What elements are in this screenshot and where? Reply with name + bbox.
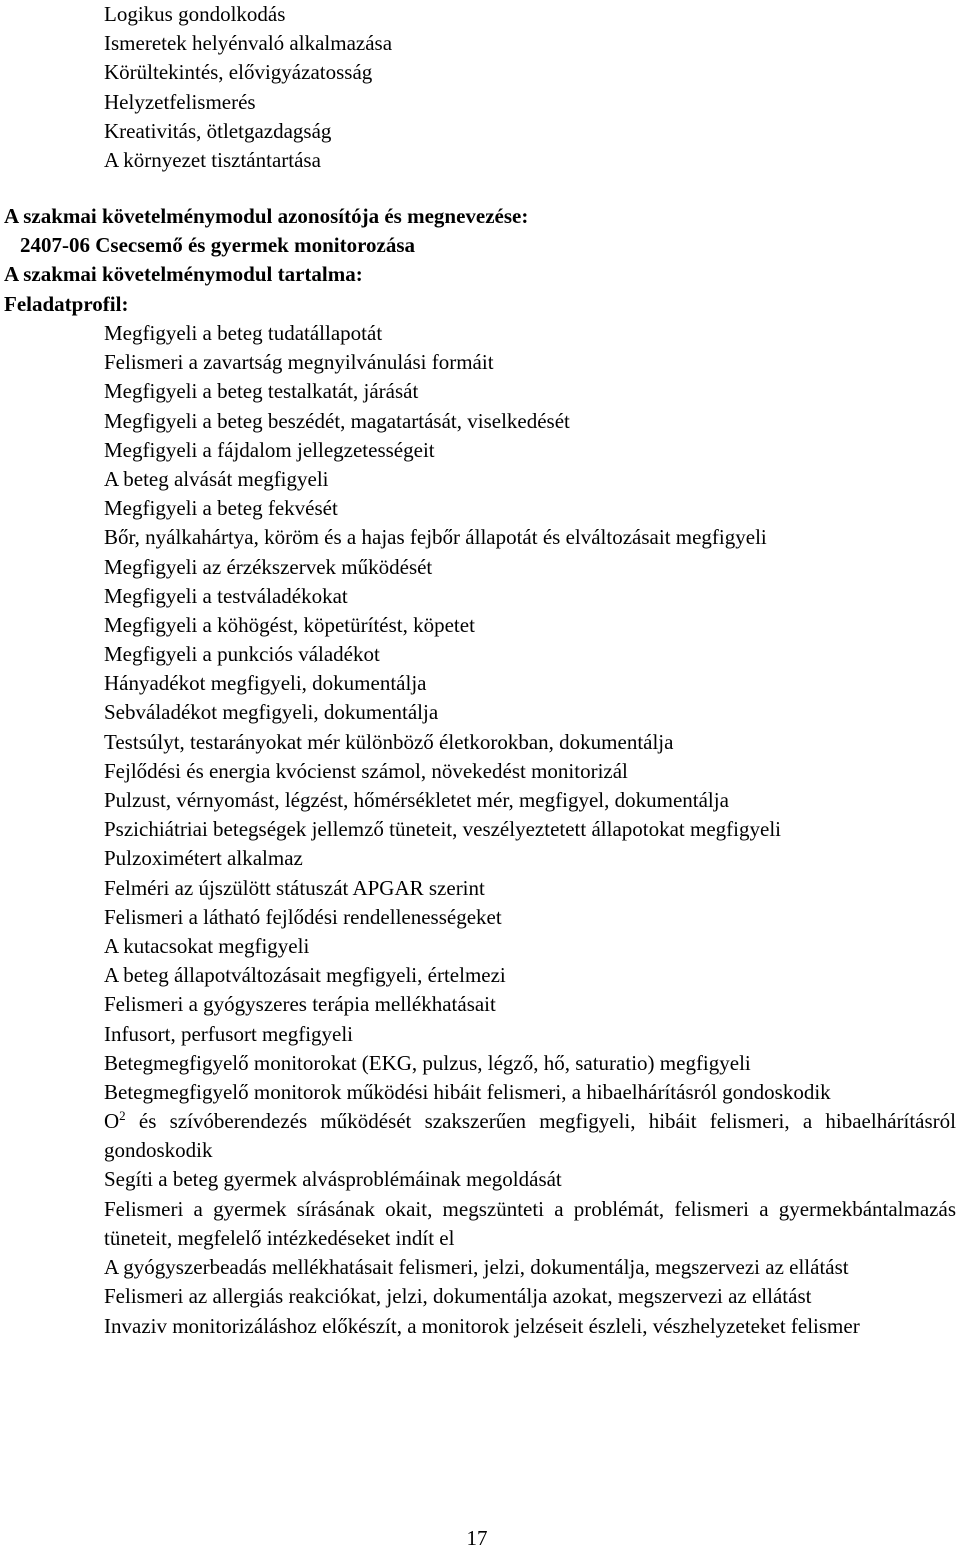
task-item: A beteg állapotváltozásait megfigyeli, értelmezi [104, 963, 506, 988]
list-item: Ismeretek helyénvaló alkalmazása [104, 31, 393, 56]
task-item: Megfigyeli a beteg tudatállapotát [104, 321, 383, 345]
list-item: Körültekintés, elővigyázatosság [104, 60, 373, 85]
task-item: Pulzoximétert alkalmaz [104, 846, 303, 871]
module-id-heading: A szakmai követelménymodul azonosítója és megnevezése: [4, 204, 529, 228]
task-item: Pszichiátriai betegségek jellemző tüneteit, veszélyeztetett állapotokat megfigyeli [104, 817, 781, 842]
task-item: Testsúlyt, testarányokat mér különböző életkorokban, dokumentálja [104, 729, 674, 754]
task-item: Felismeri a látható fejlődési rendellenességeket [104, 904, 502, 929]
task-item: Fejlődési és energia kvócienst számol, növekedést monitorizál [104, 758, 628, 783]
list-item: Logikus gondolkodás [104, 2, 286, 26]
list-item: Kreativitás, ötletgazdagság [104, 118, 332, 143]
profile-heading: Feladatprofil: [4, 291, 129, 316]
task-item: Betegmegfigyelő monitorok működési hibáit felismeri, a hibaelhárításról gondoskodik [104, 1079, 831, 1104]
list-item: Helyzetfelismerés [104, 89, 256, 114]
o2-rest: és szívóberendezés működését szakszerűen megfigyeli, hibáit felismeri, a hibaelhárításról gondoskodik [104, 1109, 956, 1163]
task-item: Megfigyeli a fájdalom jellegzetességeit [104, 437, 435, 462]
task-list [0, 319, 960, 1341]
task-item: A gyógyszerbeadás mellékhatásait felismeri, jelzi, dokumentálja, megszervezi az ellátást [104, 1255, 849, 1280]
module-content-heading: A szakmai követelménymodul tartalma: [4, 262, 363, 287]
task-item: Megfigyeli a köhögést, köpetürítést, köpetet [104, 612, 475, 637]
task-item: Pulzust, vérnyomást, légzést, hőmérsékletet mér, megfigyel, dokumentálja [104, 788, 729, 812]
task-item: Bőr, nyálkahártya, köröm és a hajas fejbőr állapotát és elváltozásait megfigyeli [104, 525, 767, 550]
task-item: Infusort, perfusort megfigyeli [104, 1021, 354, 1046]
task-item: Sebváladékot megfigyeli, dokumentálja [104, 700, 439, 725]
task-item: Megfigyeli a beteg fekvését [104, 496, 338, 521]
o2-superscript: 2 [119, 1108, 126, 1124]
module-header [4, 202, 954, 319]
task-item: Megfigyeli a beteg beszédét, magatartását, viselkedését [104, 408, 570, 433]
task-item: Felismeri az allergiás reakciókat, jelzi, dokumentálja azokat, megszervezi az ellátást [104, 1284, 812, 1309]
task-item: Felismeri a gyermek sírásának okait, megszünteti a problémát, felismeri a gyermekbántalmazás tüneteit, megfelelő intézkedéseket indít el [104, 1196, 956, 1250]
module-id-value: 2407-06 Csecsemő és gyermek monitorozása [20, 233, 416, 258]
task-item: Felismeri a gyógyszeres terápia mellékhatásait [104, 992, 496, 1017]
task-item: Megfigyeli a beteg testalkatát, járását [104, 379, 419, 404]
task-item: Segíti a beteg gyermek alvásproblémáinak megoldását [104, 1167, 562, 1192]
o2-prefix: O [104, 1109, 120, 1134]
task-item: Hányadékot megfigyeli, dokumentálja [104, 671, 427, 696]
task-item: Megfigyeli az érzékszervek működését [104, 554, 433, 579]
task-item: Felméri az újszülött státuszát APGAR szerint [104, 875, 485, 900]
task-item: A beteg alvását megfigyeli [104, 466, 329, 491]
task-item: Megfigyeli a testváladékokat [104, 583, 348, 608]
task-item: Betegmegfigyelő monitorokat (EKG, pulzus, légző, hő, saturatio) megfigyeli [104, 1050, 751, 1075]
list-item: A környezet tisztántartása [104, 147, 321, 172]
page-number: 17 [466, 1526, 488, 1550]
task-item: Invaziv monitorizáláshoz előkészít, a monitorok jelzéseit észleli, vészhelyzeteket felismer [104, 1313, 860, 1338]
task-item: Megfigyeli a punkciós váladékot [104, 642, 380, 667]
task-item-o2 [0, 1107, 956, 1165]
competency-list [0, 0, 960, 175]
task-item: A kutacsokat megfigyeli [104, 933, 310, 958]
task-item: Felismeri a zavartság megnyilvánulási formáit [104, 350, 494, 375]
